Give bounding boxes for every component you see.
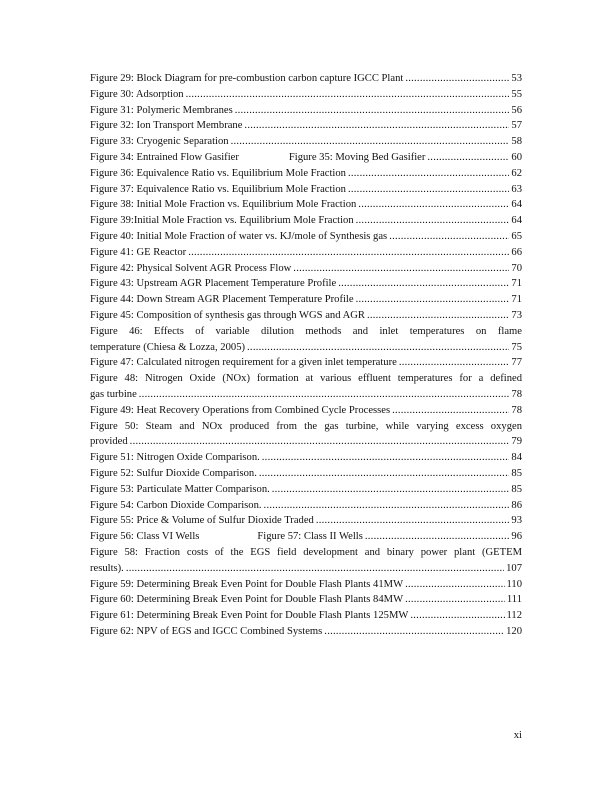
entry-label-line1: Figure 58: Fraction costs of the EGS field development and binary power plant (GETEM <box>90 546 522 558</box>
toc-entry-figure-46[interactable] <box>90 324 522 356</box>
entry-page: 65 <box>511 230 522 242</box>
toc-entry-figure-54[interactable] <box>90 498 522 514</box>
toc-entry-figure-49[interactable] <box>90 403 522 419</box>
entry-label-line1: Figure 48: Nitrogen Oxide (NOx) formation at various effluent temperatures for a defined <box>90 373 522 385</box>
entry-label: Figure 38: Initial Mole Fraction vs. Equilibrium Mole Fraction <box>90 199 357 211</box>
entry-page: 73 <box>511 309 522 321</box>
entry-page: 120 <box>506 625 522 637</box>
entry-label: Figure 39:Initial Mole Fraction vs. Equilibrium Mole Fraction <box>90 215 354 227</box>
toc-entry-figure-31[interactable] <box>90 103 522 119</box>
entry-page: 57 <box>511 120 522 132</box>
toc-entry-figure-61[interactable] <box>90 608 522 624</box>
toc-entry-figure-58[interactable] <box>90 545 522 577</box>
toc-entry-figure-47[interactable] <box>90 355 522 371</box>
leader-dots <box>405 577 504 593</box>
entry-label-line2-row <box>90 434 522 450</box>
toc-entry-figure-53[interactable] <box>90 482 522 498</box>
toc-entry-figure-52[interactable] <box>90 466 522 482</box>
entry-label: Figure 51: Nitrogen Oxide Comparison. <box>90 452 260 464</box>
entry-page: 55 <box>511 88 522 100</box>
entry-label: Figure 37: Equivalence Ratio vs. Equilibrium Mole Fraction <box>90 183 346 195</box>
entry-label: Figure 53: Particulate Matter Comparison. <box>90 483 270 495</box>
entry-label: Figure 61: Determining Break Even Point for Double Flash Plants 125MW <box>90 610 409 622</box>
entry-label-line2-row <box>90 387 522 403</box>
entry-label-second: Figure 57: Class II Wells <box>257 531 363 543</box>
entry-page: 110 <box>506 578 522 590</box>
entry-label-line2: provided <box>90 436 128 448</box>
entry-label: Figure 32: Ion Transport Membrane <box>90 120 243 132</box>
toc-entry-figure-34-35[interactable] <box>90 150 522 166</box>
entry-page: 62 <box>511 167 522 179</box>
entry-page: 85 <box>511 483 522 495</box>
leader-dots <box>235 103 510 119</box>
leader-dots <box>405 592 505 608</box>
entry-page: 96 <box>511 531 522 543</box>
leader-dots <box>262 450 510 466</box>
toc-entry-figure-51[interactable] <box>90 450 522 466</box>
entry-label: Figure 49: Heat Recovery Operations from Combined Cycle Processes <box>90 404 391 416</box>
entry-label: Figure 36: Equivalence Ratio vs. Equilibrium Mole Fraction <box>90 167 346 179</box>
toc-entry-figure-40[interactable] <box>90 229 522 245</box>
entry-label-line2: temperature (Chiesa & Lozza, 2005) <box>90 341 246 353</box>
toc-entry-figure-45[interactable] <box>90 308 522 324</box>
entry-label-line2-row <box>90 561 522 577</box>
entry-label: Figure 54: Carbon Dioxide Comparison. <box>90 499 262 511</box>
entry-page: 107 <box>506 562 522 574</box>
entry-page: 58 <box>511 136 522 148</box>
entry-page: 64 <box>511 199 522 211</box>
leader-dots <box>130 434 510 450</box>
entry-label: Figure 45: Composition of synthesis gas through WGS and AGR <box>90 309 365 321</box>
toc-entry-figure-43[interactable] <box>90 276 522 292</box>
leader-dots <box>367 308 509 324</box>
entry-label: Figure 56: Class VI Wells <box>90 531 200 543</box>
entry-label: Figure 62: NPV of EGS and IGCC Combined Systems <box>90 625 323 637</box>
leader-dots <box>427 150 509 166</box>
leader-dots <box>365 529 510 545</box>
entry-label: Figure 30: Adsorption <box>90 88 184 100</box>
leader-dots <box>293 261 509 277</box>
entry-page: 53 <box>511 73 522 84</box>
entry-label: Figure 31: Polymeric Membranes <box>90 104 233 116</box>
toc-entry-figure-29[interactable] <box>90 71 522 87</box>
entry-label-line2: results). <box>90 562 124 574</box>
toc-entry-figure-50[interactable] <box>90 419 522 451</box>
page-number: xi <box>513 730 522 741</box>
entry-page: 63 <box>511 183 522 195</box>
toc-entry-figure-55[interactable] <box>90 513 522 529</box>
toc-entry-figure-41[interactable] <box>90 245 522 261</box>
toc-entry-figure-59[interactable] <box>90 577 522 593</box>
entry-label: Figure 44: Down Stream AGR Placement Temperature Profile <box>90 294 354 306</box>
leader-dots <box>389 229 509 245</box>
entry-page: 78 <box>511 388 522 400</box>
entry-label: Figure 55: Price & Volume of Sulfur Dioxide Traded <box>90 515 314 527</box>
entry-page: 70 <box>511 262 522 274</box>
entry-label: Figure 29: Block Diagram for pre-combustion carbon capture IGCC Plant <box>90 73 404 84</box>
leader-dots <box>139 387 510 403</box>
entry-label-line2-row <box>90 340 522 356</box>
toc-entry-figure-36[interactable] <box>90 166 522 182</box>
leader-dots <box>358 197 509 213</box>
leader-dots <box>126 561 504 577</box>
leader-dots <box>356 213 510 229</box>
leader-dots <box>399 355 510 371</box>
entry-page: 112 <box>506 610 522 622</box>
entry-label: Figure 47: Calculated nitrogen requirement for a given inlet temperature <box>90 357 397 369</box>
leader-dots <box>356 292 510 308</box>
toc-entry-figure-42[interactable] <box>90 261 522 277</box>
leader-dots <box>324 624 504 640</box>
entry-page: 56 <box>511 104 522 116</box>
entry-page: 78 <box>511 404 522 416</box>
toc-entry-figure-37[interactable] <box>90 182 522 198</box>
entry-label-second: Figure 35: Moving Bed Gasifier <box>288 151 426 163</box>
entry-label: Figure 60: Determining Break Even Point for Double Flash Plants 84MW <box>90 594 404 606</box>
entry-page: 79 <box>511 436 522 448</box>
entry-page: 71 <box>511 278 522 290</box>
entry-page: 85 <box>511 467 522 479</box>
leader-dots <box>231 134 510 150</box>
toc-entry-figure-39[interactable] <box>90 213 522 229</box>
entry-label: Figure 33: Cryogenic Separation <box>90 136 229 148</box>
entry-page: 111 <box>506 594 522 606</box>
toc-entry-figure-60[interactable] <box>90 592 522 608</box>
entry-page: 60 <box>511 151 522 163</box>
leader-dots <box>316 513 510 529</box>
leader-dots <box>272 482 510 498</box>
entry-page: 75 <box>511 341 522 353</box>
toc-entry-figure-30[interactable] <box>90 87 522 103</box>
leader-dots <box>410 608 504 624</box>
entry-page: 66 <box>511 246 522 258</box>
leader-dots <box>188 245 509 261</box>
leader-dots <box>348 166 509 182</box>
entry-page: 71 <box>511 294 522 306</box>
toc-entry-figure-33[interactable] <box>90 134 522 150</box>
entry-label: Figure 41: GE Reactor <box>90 246 187 258</box>
leader-dots <box>259 466 510 482</box>
toc-entry-figure-32[interactable] <box>90 118 522 134</box>
entry-label: Figure 42: Physical Solvent AGR Process Flow <box>90 262 292 274</box>
toc-entry-figure-44[interactable] <box>90 292 522 308</box>
entry-page: 84 <box>511 452 522 464</box>
leader-dots <box>392 403 509 419</box>
toc-entry-figure-48[interactable] <box>90 371 522 403</box>
leader-dots <box>186 87 510 103</box>
entry-label: Figure 34: Entrained Flow Gasifier <box>90 151 239 163</box>
leader-dots <box>244 118 509 134</box>
entry-label-line2: gas turbine <box>90 388 137 400</box>
entry-label-line1: Figure 46: Effects of variable dilution methods and inlet temperatures on flame <box>90 325 522 337</box>
entry-page: 64 <box>511 215 522 227</box>
toc-entry-figure-62[interactable] <box>90 624 522 640</box>
entry-label-line1: Figure 50: Steam and NOx produced from the gas turbine, while varying excess oxygen <box>90 420 522 432</box>
entry-page: 93 <box>511 515 522 527</box>
leader-dots <box>247 340 509 356</box>
entry-page: 77 <box>511 357 522 369</box>
leader-dots <box>338 276 509 292</box>
leader-dots <box>348 182 509 198</box>
entry-label: Figure 43: Upstream AGR Placement Temperature Profile <box>90 278 337 290</box>
leader-dots <box>405 71 509 87</box>
toc-entry-figure-38[interactable] <box>90 197 522 213</box>
leader-dots <box>264 498 510 514</box>
entry-page: 86 <box>511 499 522 511</box>
entry-label: Figure 52: Sulfur Dioxide Comparison. <box>90 467 257 479</box>
entry-label: Figure 40: Initial Mole Fraction of water vs. KJ/mole of Synthesis gas <box>90 230 388 242</box>
entry-label: Figure 59: Determining Break Even Point for Double Flash Plants 41MW <box>90 578 404 590</box>
list-of-figures <box>90 71 522 640</box>
toc-entry-figure-56-57[interactable] <box>90 529 522 545</box>
